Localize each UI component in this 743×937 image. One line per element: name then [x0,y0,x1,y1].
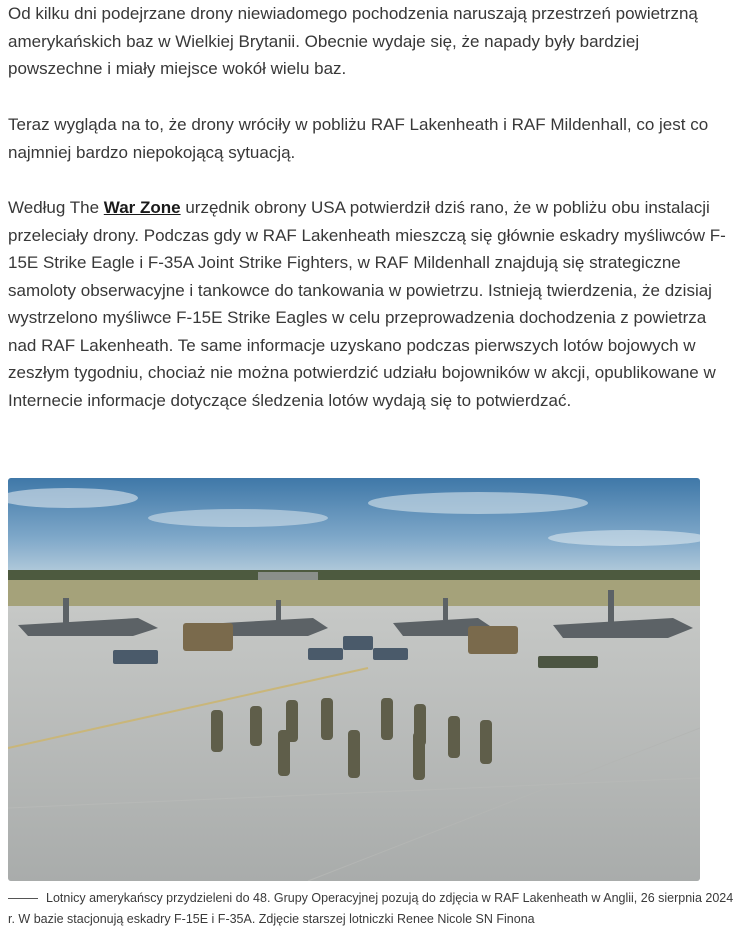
paragraph-3-body: urzędnik obrony USA potwierdził dziś rano, że w pobliżu obu instalacji przeleciały drony. Podczas gdy w RAF Lakenheath mieszczą się głównie eskadry myśliwców F-15E Strike Eagle i F-35A Joint Strike Fighters, w RAF Mildenhall znajdują się strategiczne samoloty obserwacyjne i tankowce do tankowania w powietrzu. Istnieją twierdzenia, że dzisiaj wystrzelono myśliwce F-15E Strike Eagles w celu przeprowadzenia dochodzenia z powietrza nad RAF Lakenheath. Te same informacje uzyskano podczas pierwszych lotów bojowych w zeszłym tygodniu, chociaż nie można potwierdzić udziału bojowników w akcji, opublikowane w Internecie informacje dotyczące śledzenia lotów wydają się to potwierdzać. [8,198,726,410]
article-paragraph-3 [8,194,736,414]
article-photo [8,478,700,881]
paragraph-3-intro: Według The [8,198,104,217]
caption-text: Lotnicy amerykańscy przydzieleni do 48. Grupy Operacyjnej pozują do zdjęcia w RAF Lakenheath w Anglii, 26 sierpnia 2024 r. W bazie stacjonują eskadry F-15E i F-35A. Zdjęcie starszej lotniczki Renee Nicole SN Finona [8,891,734,926]
article-paragraph-1: Od kilku dni podejrzane drony niewiadomego pochodzenia naruszają przestrzeń powietrzną amerykańskich baz w Wielkiej Brytanii. Obecnie wydaje się, że napady były bardziej powszechne i miały miejsce wokół wielu baz. [8,4,698,78]
airbase-photo-illustration [8,478,700,881]
war-zone-link[interactable]: War Zone [103,198,181,217]
article-paragraph-2: Teraz wygląda na to, że drony wróciły w pobliżu RAF Lakenheath i RAF Mildenhall, co jest co najmniej bardzo niepokojącą sytuacją. [8,115,709,162]
caption-dash [8,898,38,899]
photo-caption [8,888,736,930]
